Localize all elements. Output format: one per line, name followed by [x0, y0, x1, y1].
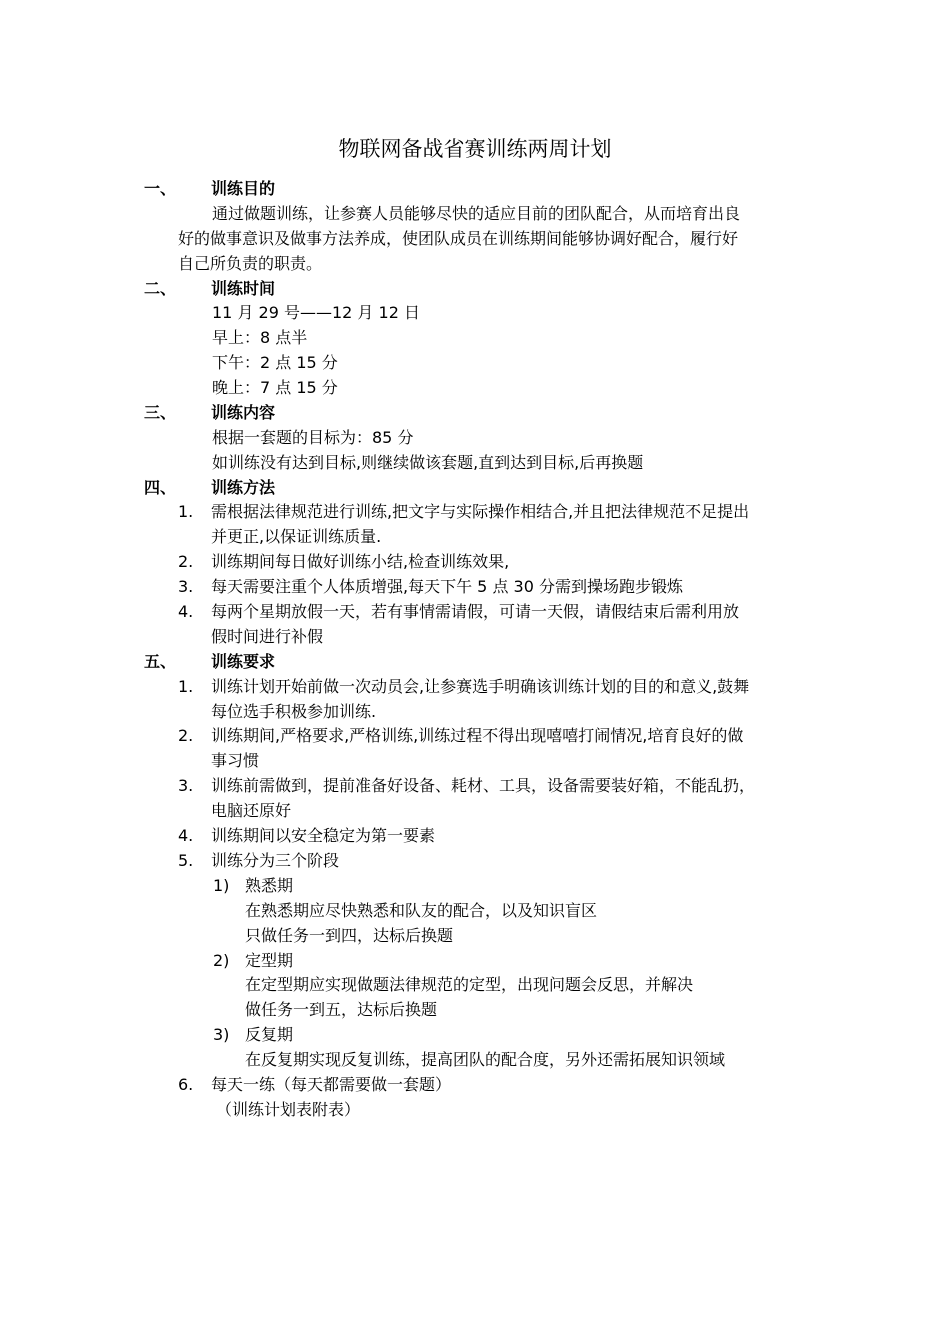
list-number: 6.: [178, 1075, 194, 1094]
list-item: 并更正,以保证训练质量.: [211, 527, 382, 546]
phase-text-line: 做任务一到五，达标后换题: [245, 1000, 438, 1019]
section-3-heading: 训练内容: [211, 403, 276, 422]
list-number: 2.: [178, 552, 194, 571]
phase-text-line: 只做任务一到四，达标后换题: [245, 926, 454, 945]
list-item: 训练期间每日做好训练小结,检查训练效果,: [211, 552, 510, 571]
section-4-marker: 四、: [144, 478, 177, 497]
list-item: 每天需要注重个人体质增强,每天下午 5 点 30 分需到操场跑步锻炼: [211, 577, 683, 596]
phase-number: 1): [213, 876, 230, 895]
list-number: 5.: [178, 851, 194, 870]
list-item: 每位选手积极参加训练.: [211, 702, 377, 721]
section-4-heading: 训练方法: [211, 478, 276, 497]
list-item: 需根据法律规范进行训练,把文字与实际操作相结合,并且把法律规范不足提出: [211, 502, 750, 521]
section-2-text-line: 11 月 29 号——12 月 12 日: [212, 303, 420, 322]
list-number: 4.: [178, 602, 194, 621]
section-1-text-line: 好的做事意识及做事方法养成，使团队成员在训练期间能够协调好配合，履行好: [178, 229, 739, 248]
document-title: 物联网备战省赛训练两周计划: [338, 137, 612, 161]
list-item: 训练分为三个阶段: [211, 851, 340, 870]
list-item: 训练前需做到，提前准备好设备、耗材、工具，设备需要装好箱，不能乱扔，: [211, 776, 756, 795]
section-3-marker: 三、: [144, 403, 177, 422]
list-number: 3.: [178, 776, 194, 795]
list-number: 1.: [178, 677, 194, 696]
list-number: 2.: [178, 726, 194, 745]
list-item: 训练计划开始前做一次动员会,让参赛选手明确该训练计划的目的和意义,鼓舞: [211, 677, 750, 696]
list-item: 事习惯: [211, 751, 260, 770]
section-2-marker: 二、: [144, 279, 177, 298]
section-5-marker: 五、: [144, 652, 177, 671]
list-item: 训练期间以安全稳定为第一要素: [211, 826, 436, 845]
list-item: 每两个星期放假一天，若有事情需请假，可请一天假，请假结束后需利用放: [211, 602, 740, 621]
section-5-heading: 训练要求: [211, 652, 276, 671]
section-2-text-line: 下午：2 点 15 分: [212, 353, 338, 372]
list-number: 4.: [178, 826, 194, 845]
appendix-note: （训练计划表附表）: [216, 1100, 361, 1119]
phase-text-line: 在定型期应实现做题法律规范的定型，出现问题会反思，并解决: [245, 975, 694, 994]
phase-text-line: 在反复期实现反复训练，提高团队的配合度，另外还需拓展知识领域: [245, 1050, 726, 1069]
section-2-heading: 训练时间: [211, 279, 276, 298]
phase-label: 熟悉期: [245, 876, 294, 895]
section-2-text-line: 早上：8 点半: [212, 328, 308, 347]
list-item: 假时间进行补假: [211, 627, 324, 646]
section-1-text-line: 自己所负责的职责。: [178, 254, 323, 273]
list-item: 每天一练（每天都需要做一套题）: [211, 1075, 452, 1094]
section-1-text-line: 通过做题训练，让参赛人员能够尽快的适应目前的团队配合，从而培育出良: [212, 204, 741, 223]
section-3-text-line: 根据一套题的目标为：85 分: [212, 428, 414, 447]
list-item: 电脑还原好: [211, 801, 292, 820]
phase-number: 3): [213, 1025, 230, 1044]
list-item: 训练期间,严格要求,严格训练,训练过程不得出现嘻嘻打闹情况,培育良好的做: [211, 726, 744, 745]
phase-label: 反复期: [245, 1025, 294, 1044]
list-number: 3.: [178, 577, 194, 596]
list-number: 1.: [178, 502, 194, 521]
section-1-marker: 一、: [144, 179, 177, 198]
section-3-text-line: 如训练没有达到目标,则继续做该套题,直到达到目标,后再换题: [212, 453, 644, 472]
phase-number: 2): [213, 951, 230, 970]
phase-text-line: 在熟悉期应尽快熟悉和队友的配合，以及知识盲区: [245, 901, 598, 920]
phase-label: 定型期: [245, 951, 294, 970]
section-2-text-line: 晚上：7 点 15 分: [212, 378, 338, 397]
section-1-heading: 训练目的: [211, 179, 276, 198]
